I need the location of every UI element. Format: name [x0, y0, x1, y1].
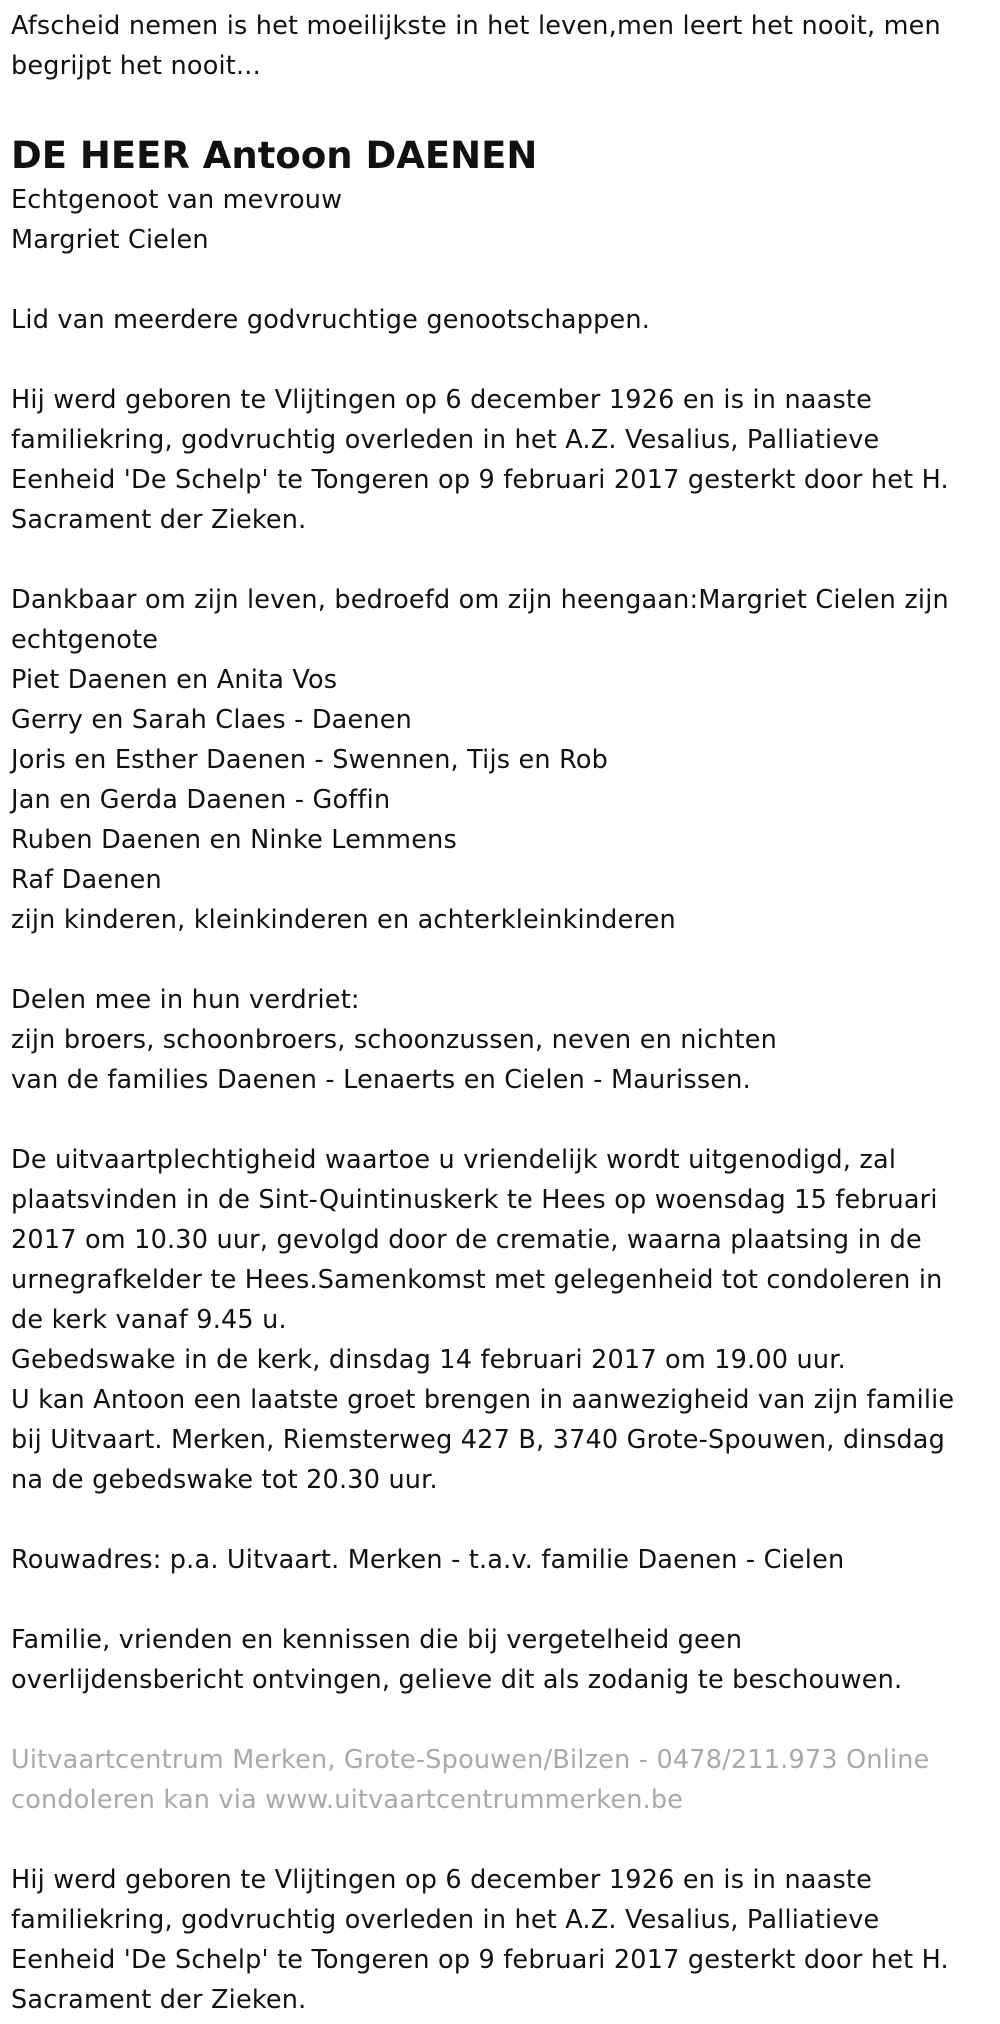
obituary-document: [11, 6, 991, 2020]
funeral-home-line: condoleren kan via www.uitvaartcentrummerken.be: [11, 1785, 684, 1815]
paragraph-line: familiekring, godvruchtig overleden in het A.Z. Vesalius, Palliatieve: [11, 1905, 880, 1935]
birth-death-paragraph: [11, 380, 991, 540]
spacer: [11, 260, 991, 300]
intro-line: Afscheid nemen is het moeilijkste in het leven,men leert het nooit, men: [11, 11, 941, 41]
family-list: [11, 580, 991, 940]
birth-death-paragraph-repeat: [11, 1860, 991, 2020]
funeral-home-info: [11, 1740, 991, 1820]
family-line: Dankbaar om zijn leven, bedroefd om zijn heengaan:Margriet Cielen zijn: [11, 585, 949, 615]
grief-line: zijn broers, schoonbroers, schoonzussen, neven en nichten: [11, 1025, 777, 1055]
spacer: [11, 1500, 991, 1540]
spacer: [11, 1100, 991, 1140]
family-line: Jan en Gerda Daenen - Goffin: [11, 785, 391, 815]
spacer: [11, 340, 991, 380]
ceremony-line: U kan Antoon een laatste groet brengen in aanwezigheid van zijn familie: [11, 1385, 955, 1415]
ceremony-line: De uitvaartplechtigheid waartoe u vriendelijk wordt uitgenodigd, zal: [11, 1145, 897, 1175]
spacer: [11, 1580, 991, 1620]
ceremony-line: urnegrafkelder te Hees.Samenkomst met gelegenheid tot condoleren in: [11, 1265, 943, 1295]
family-line: Ruben Daenen en Ninke Lemmens: [11, 825, 457, 855]
spacer: [11, 540, 991, 580]
funeral-home-line: Uitvaartcentrum Merken, Grote-Spouwen/Bilzen - 0478/211.973 Online: [11, 1745, 930, 1775]
shared-grief-block: [11, 980, 991, 1100]
family-line: echtgenote: [11, 625, 159, 655]
family-line: Joris en Esther Daenen - Swennen, Tijs en Rob: [11, 745, 609, 775]
paragraph-line: Eenheid 'De Schelp' te Tongeren op 9 februari 2017 gesterkt door het H.: [11, 465, 949, 495]
ceremony-line: de kerk vanaf 9.45 u.: [11, 1305, 287, 1335]
spouse-line: Margriet Cielen: [11, 225, 209, 255]
intro-line: begrijpt het nooit...: [11, 51, 261, 81]
family-line: Gerry en Sarah Claes - Daenen: [11, 705, 412, 735]
ceremony-paragraph: [11, 1140, 991, 1500]
spouse-block: [11, 180, 991, 260]
paragraph-line: Hij werd geboren te Vlijtingen op 6 december 1926 en is in naaste: [11, 385, 873, 415]
ceremony-line: bij Uitvaart. Merken, Riemsterweg 427 B, 3740 Grote-Spouwen, dinsdag: [11, 1425, 945, 1455]
ceremony-line: na de gebedswake tot 20.30 uur.: [11, 1465, 438, 1495]
intro-quote: [11, 6, 991, 86]
ceremony-line: 2017 om 10.30 uur, gevolgd door de crematie, waarna plaatsing in de: [11, 1225, 922, 1255]
spouse-line: Echtgenoot van mevrouw: [11, 185, 343, 215]
spacer: [11, 940, 991, 980]
spacer: [11, 1820, 991, 1860]
deceased-name: DE HEER Antoon DAENEN: [11, 134, 538, 177]
spacer: [11, 1700, 991, 1740]
grief-line: van de families Daenen - Lenaerts en Cielen - Maurissen.: [11, 1065, 751, 1095]
ceremony-line: Gebedswake in de kerk, dinsdag 14 februari 2017 om 19.00 uur.: [11, 1345, 846, 1375]
paragraph-line: Hij werd geboren te Vlijtingen op 6 december 1926 en is in naaste: [11, 1865, 873, 1895]
notice-line: Familie, vrienden en kennissen die bij vergetelheid geen: [11, 1625, 743, 1655]
grief-line: Delen mee in hun verdriet:: [11, 985, 360, 1015]
family-line: zijn kinderen, kleinkinderen en achterkleinkinderen: [11, 905, 676, 935]
paragraph-line: Sacrament der Zieken.: [11, 505, 307, 535]
paragraph-line: familiekring, godvruchtig overleden in het A.Z. Vesalius, Palliatieve: [11, 425, 880, 455]
family-line: Piet Daenen en Anita Vos: [11, 665, 338, 695]
notice-line: overlijdensbericht ontvingen, gelieve dit als zodanig te beschouwen.: [11, 1665, 903, 1695]
paragraph-line: Eenheid 'De Schelp' te Tongeren op 9 februari 2017 gesterkt door het H.: [11, 1945, 949, 1975]
mourning-address: Rouwadres: p.a. Uitvaart. Merken - t.a.v. familie Daenen - Cielen: [11, 1545, 845, 1575]
notice-paragraph: [11, 1620, 991, 1700]
ceremony-line: plaatsvinden in de Sint-Quintinuskerk te Hees op woensdag 15 februari: [11, 1185, 938, 1215]
membership-text: Lid van meerdere godvruchtige genootschappen.: [11, 305, 651, 335]
paragraph-line: Sacrament der Zieken.: [11, 1985, 307, 2015]
family-line: Raf Daenen: [11, 865, 162, 895]
spacer: [11, 86, 991, 126]
